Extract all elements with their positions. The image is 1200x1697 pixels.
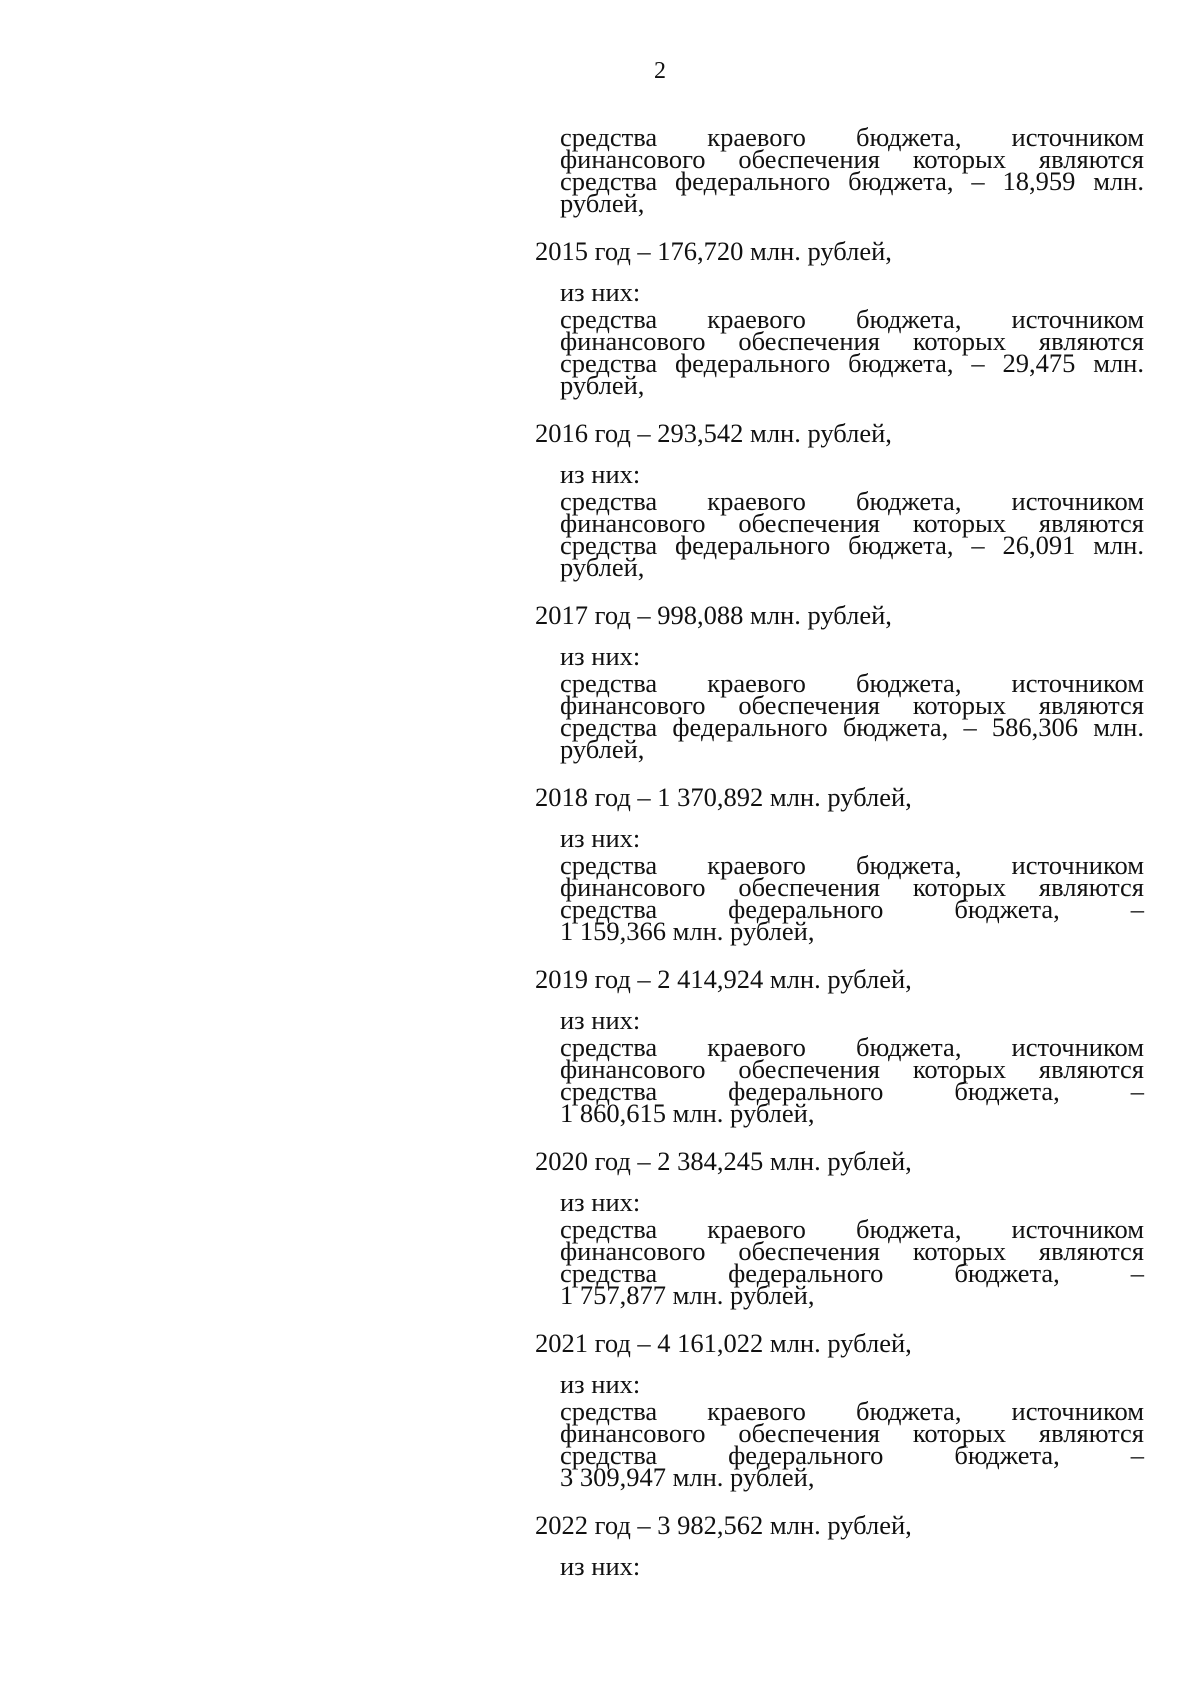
funding-paragraph — [560, 1396, 1144, 1492]
paragraph-line: средства федерального бюджета, – 29,475 млн. — [560, 348, 1144, 378]
funding-paragraph — [560, 486, 1144, 582]
year-line: 2018 год – 1 370,892 млн. рублей, — [535, 782, 912, 812]
funding-paragraph — [560, 1032, 1144, 1128]
paragraph-line: 1 757,877 млн. рублей, — [560, 1280, 815, 1310]
paragraph-line: рублей, — [560, 552, 645, 582]
paragraph-line: средства краевого бюджета, источником — [560, 1396, 1144, 1426]
funding-paragraph — [560, 122, 1144, 218]
paragraph-line: финансового обеспечения которых являются — [560, 1054, 1144, 1084]
paragraph-line: средства краевого бюджета, источником — [560, 304, 1144, 334]
year-line: 2019 год – 2 414,924 млн. рублей, — [535, 964, 912, 994]
paragraph-line: средства краевого бюджета, источником — [560, 668, 1144, 698]
paragraph-line: средства федерального бюджета, – — [560, 1440, 1144, 1470]
paragraph-line: средства краевого бюджета, источником — [560, 1032, 1144, 1062]
paragraph-line: 1 860,615 млн. рублей, — [560, 1098, 815, 1128]
paragraph-line: финансового обеспечения которых являются — [560, 326, 1144, 356]
year-line: 2017 год – 998,088 млн. рублей, — [535, 600, 892, 630]
sub-label: из них: — [560, 823, 641, 853]
year-line: 2022 год – 3 982,562 млн. рублей, — [535, 1510, 912, 1540]
paragraph-line: финансового обеспечения которых являются — [560, 144, 1144, 174]
sub-label: из них: — [560, 277, 641, 307]
paragraph-line: финансового обеспечения которых являются — [560, 690, 1144, 720]
paragraph-line: средства краевого бюджета, источником — [560, 486, 1144, 516]
paragraph-line: финансового обеспечения которых являются — [560, 1236, 1144, 1266]
year-line: 2015 год – 176,720 млн. рублей, — [535, 236, 892, 266]
sub-label: из них: — [560, 1005, 641, 1035]
paragraph-line: финансового обеспечения которых являются — [560, 872, 1144, 902]
paragraph-line: средства краевого бюджета, источником — [560, 850, 1144, 880]
year-line: 2016 год – 293,542 млн. рублей, — [535, 418, 892, 448]
paragraph-line: средства краевого бюджета, источником — [560, 1214, 1144, 1244]
paragraph-line: рублей, — [560, 734, 645, 764]
paragraph-line: средства краевого бюджета, источником — [560, 122, 1144, 152]
paragraph-line: средства федерального бюджета, – 26,091 млн. — [560, 530, 1144, 560]
paragraph-line: средства федерального бюджета, – — [560, 1076, 1144, 1106]
funding-paragraph — [560, 304, 1144, 400]
year-line: 2021 год – 4 161,022 млн. рублей, — [535, 1328, 912, 1358]
funding-paragraph — [560, 668, 1144, 764]
sub-label: из них: — [560, 1551, 641, 1581]
paragraph-line: финансового обеспечения которых являются — [560, 508, 1144, 538]
sub-label: из них: — [560, 1187, 641, 1217]
paragraph-line: средства федерального бюджета, – — [560, 1258, 1144, 1288]
paragraph-line: финансового обеспечения которых являются — [560, 1418, 1144, 1448]
funding-paragraph — [560, 1214, 1144, 1310]
paragraph-line: рублей, — [560, 188, 645, 218]
funding-paragraph — [560, 850, 1144, 946]
sub-label: из них: — [560, 459, 641, 489]
year-line: 2020 год – 2 384,245 млн. рублей, — [535, 1146, 912, 1176]
paragraph-line: 1 159,366 млн. рублей, — [560, 916, 815, 946]
paragraph-line: средства федерального бюджета, – 586,306 млн. — [560, 712, 1144, 742]
paragraph-line: средства федерального бюджета, – 18,959 млн. — [560, 166, 1144, 196]
paragraph-line: рублей, — [560, 370, 645, 400]
page-number: 2 — [654, 58, 666, 84]
sub-label: из них: — [560, 641, 641, 671]
paragraph-line: средства федерального бюджета, – — [560, 894, 1144, 924]
paragraph-line: 3 309,947 млн. рублей, — [560, 1462, 815, 1492]
sub-label: из них: — [560, 1369, 641, 1399]
